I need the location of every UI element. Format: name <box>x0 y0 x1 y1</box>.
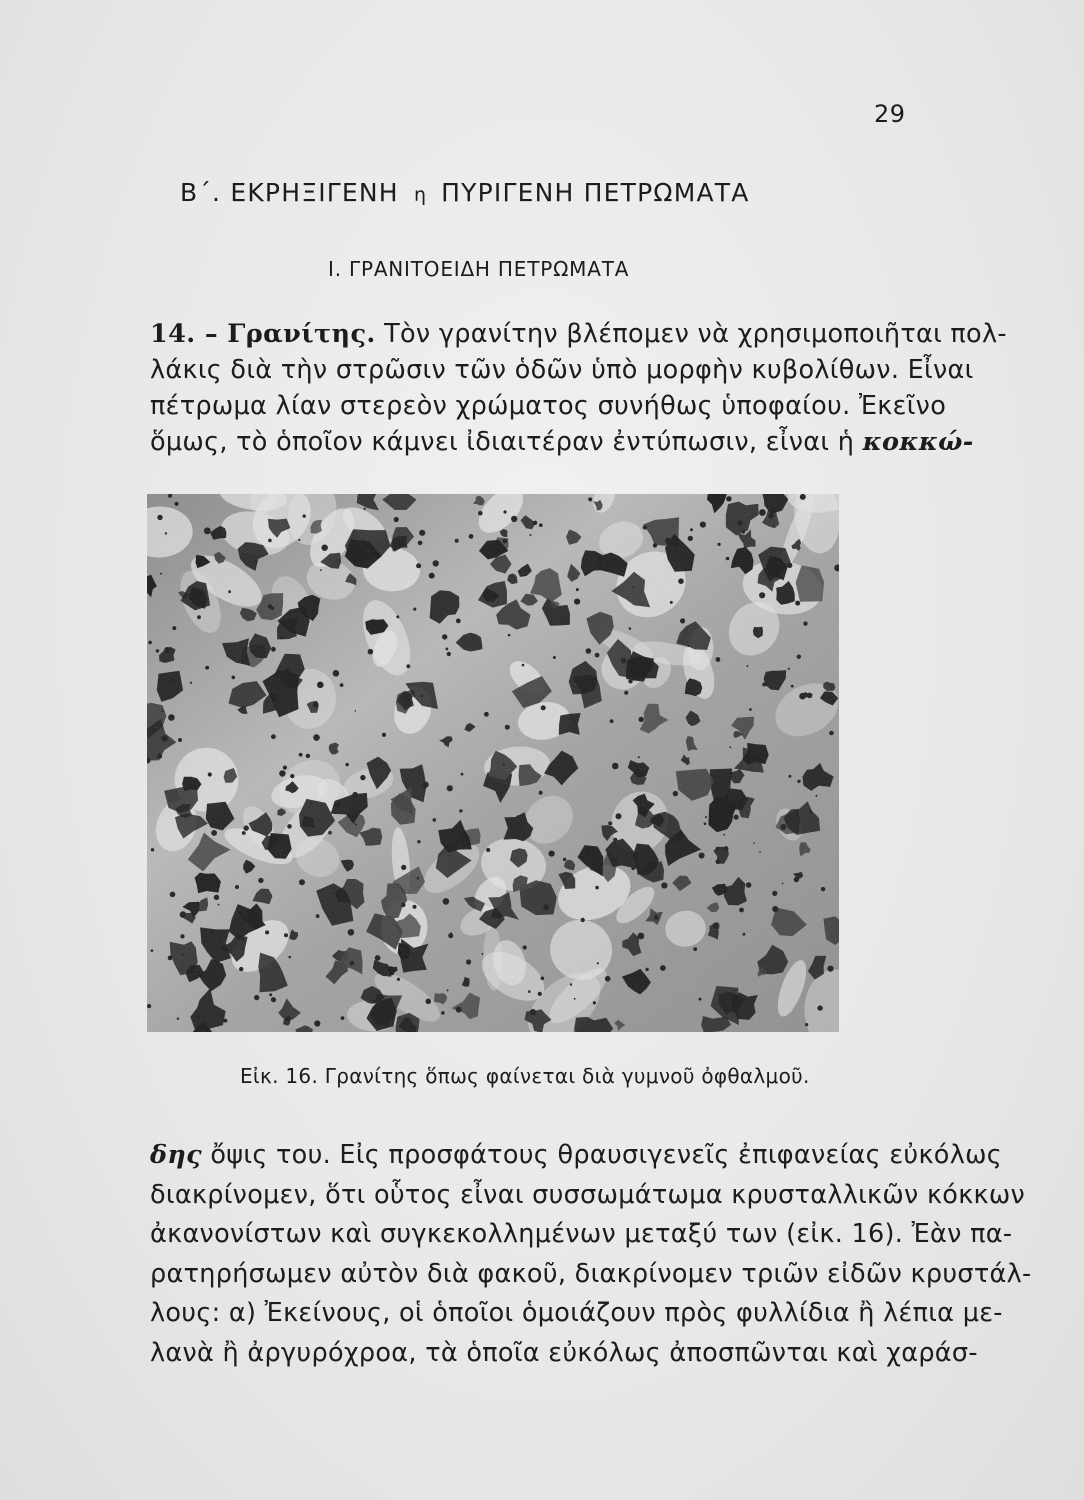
paragraph-granite-description <box>150 1136 1032 1373</box>
paragraph-line: λανὰ ἢ ἀργυρόχροα, τὰ ὁποῖα εὐκόλως ἀποσπῶνται καὶ χαράσ- <box>150 1337 978 1368</box>
paragraph-line: 14. – Γρανίτης. Τὸν γρανίτην βλέπομεν νὰ χρησιμοποιῆται πολ- <box>150 319 1007 349</box>
chapter-title-conjunction: η <box>413 184 427 206</box>
emphasis-text: κοκκώ- <box>862 427 974 457</box>
paragraph-heading: 14. – Γρανίτης. <box>150 319 376 349</box>
paragraph-line: λάκις διὰ τὴν στρῶσιν τῶν ὁδῶν ὑπὸ μορφὴν κυβολίθων. Εἶναι <box>150 355 974 385</box>
granite-photograph <box>147 494 839 1032</box>
paragraph-line: πέτρωμα λίαν στερεὸν χρώματος συνήθως ὑποφαίου. Ἐκεῖνο <box>150 391 947 421</box>
paragraph-line: λους: α) Ἐκείνους, οἱ ὁποῖοι ὁμοιάζουν πρὸς φυλλίδια ἢ λέπια με- <box>150 1298 1003 1328</box>
chapter-title-suffix: ΠΥΡΙΓΕΝΗ ΠΕΤΡΩΜΑΤΑ <box>441 178 750 207</box>
granite-texture-image <box>147 494 839 1032</box>
paragraph-line: ἀκανονίστων καὶ συγκεκολλημένων μεταξύ των (εἰκ. 16). Ἐὰν πα- <box>150 1219 1013 1249</box>
paragraph-line: διακρίνομεν, ὅτι οὗτος εἶναι συσσωμάτωμα κρυσταλλικῶν κόκκων <box>150 1179 1026 1210</box>
chapter-title <box>180 178 840 207</box>
paragraph-line: δης ὄψις του. Εἰς προσφάτους θραυσιγενεῖς ἐπιφανείας εὐκόλως <box>150 1140 1003 1170</box>
page-number: 29 <box>874 100 906 128</box>
paragraph-granite-intro <box>150 316 1007 460</box>
paragraph-line: ὅμως, τὸ ὁποῖον κάμνει ἰδιαιτέραν ἐντύπωσιν, εἶναι ἡ κοκκώ- <box>150 427 974 457</box>
section-title: Ι. ΓΡΑΝΙΤΟΕΙΔΗ ΠΕΤΡΩΜΑΤΑ <box>328 257 630 281</box>
chapter-title-prefix: Β΄. ΕΚΡΗΞΙΓΕΝΗ <box>180 178 399 207</box>
paragraph-line: ρατηρήσωμεν αὐτὸν διὰ φακοῦ, διακρίνομεν τριῶν εἰδῶν κρυστάλ- <box>150 1258 1032 1289</box>
emphasis-text: δης <box>150 1140 202 1170</box>
figure-caption: Εἰκ. 16. Γρανίτης ὅπως φαίνεται διὰ γυμνοῦ ὀφθαλμοῦ. <box>240 1064 810 1088</box>
